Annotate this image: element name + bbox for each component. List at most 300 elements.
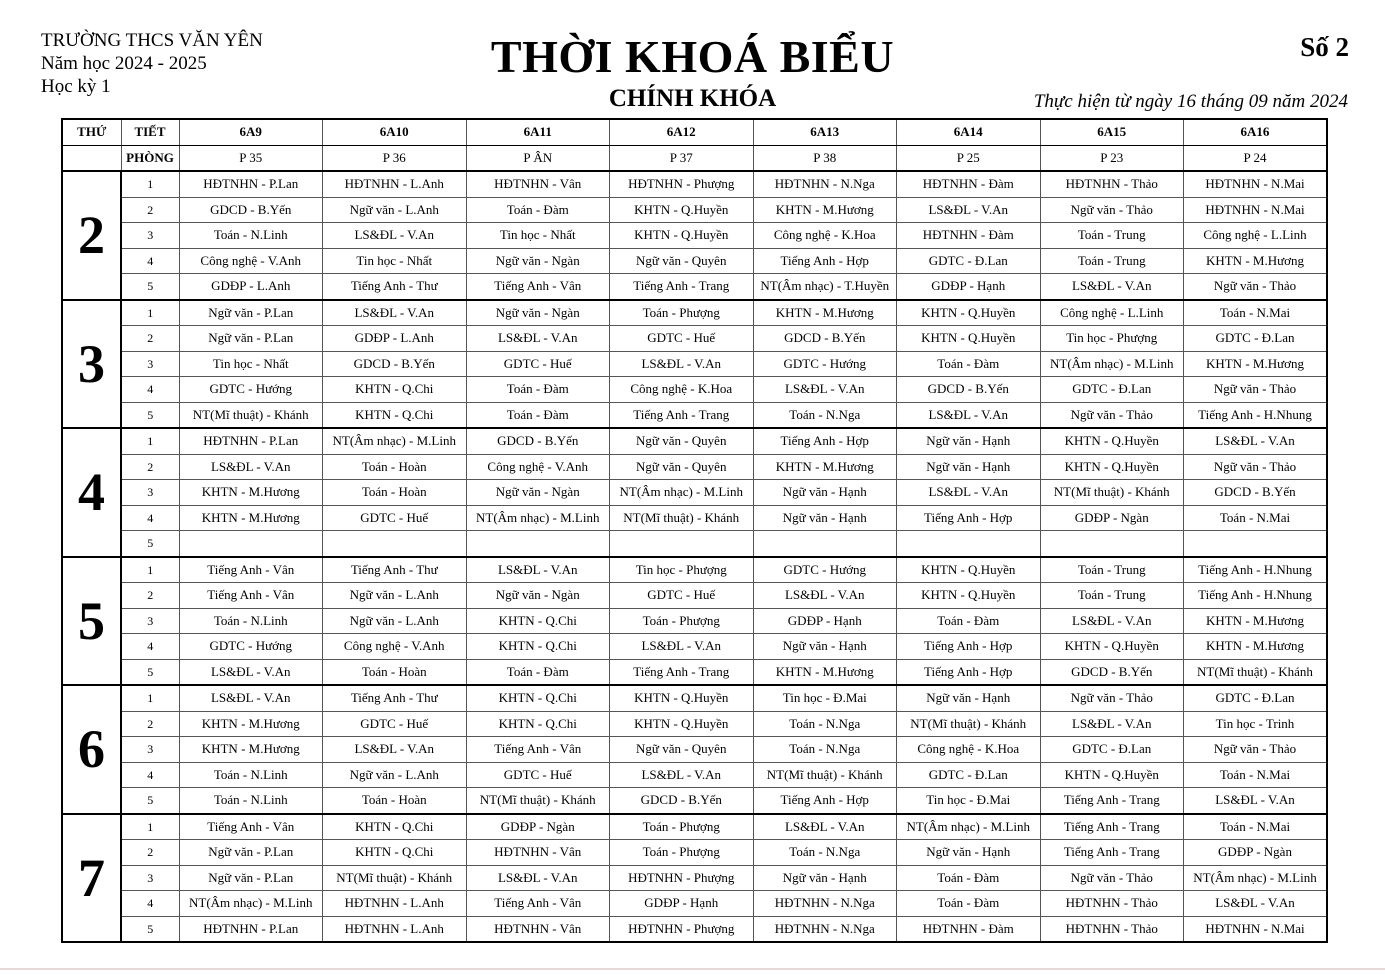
table-row xyxy=(62,557,1327,583)
lesson-cell: Ngữ văn - Thảo xyxy=(1040,865,1184,891)
lesson-cell: Toán - Đàm xyxy=(466,377,610,403)
lesson-cell: Ngữ văn - Thảo xyxy=(1040,402,1184,428)
lesson-cell: GDĐP - Ngàn xyxy=(1040,505,1184,531)
lesson-cell xyxy=(1184,531,1328,557)
lesson-cell: Tin học - Phượng xyxy=(1040,326,1184,352)
period-number: 1 xyxy=(121,814,179,840)
period-number: 4 xyxy=(121,377,179,403)
table-row xyxy=(62,480,1327,506)
lesson-cell: NT(Mĩ thuật) - Khánh xyxy=(1184,659,1328,685)
lesson-cell: LS&ĐL - V.An xyxy=(179,454,323,480)
lesson-cell: NT(Âm nhạc) - M.Linh xyxy=(323,428,467,454)
table-row xyxy=(62,916,1327,942)
header-row xyxy=(62,119,1327,145)
lesson-cell: LS&ĐL - V.An xyxy=(753,377,897,403)
room-cell: P ÂN xyxy=(466,145,610,171)
table-row xyxy=(62,248,1327,274)
lesson-cell: GDĐP - L.Anh xyxy=(323,326,467,352)
period-number: 3 xyxy=(121,608,179,634)
period-number: 3 xyxy=(121,737,179,763)
lesson-cell: NT(Âm nhạc) - M.Linh xyxy=(610,480,754,506)
lesson-cell: Ngữ văn - L.Anh xyxy=(323,762,467,788)
lesson-cell: GDTC - Đ.Lan xyxy=(1040,377,1184,403)
lesson-cell: GDCD - B.Yến xyxy=(466,428,610,454)
table-row xyxy=(62,840,1327,866)
lesson-cell: GDTC - Đ.Lan xyxy=(897,762,1041,788)
lesson-cell: GDĐP - Ngàn xyxy=(1184,840,1328,866)
lesson-cell: Tiếng Anh - H.Nhung xyxy=(1184,402,1328,428)
lesson-cell: Tiếng Anh - Thư xyxy=(323,274,467,300)
lesson-cell: LS&ĐL - V.An xyxy=(897,402,1041,428)
lesson-cell: HĐTNHN - N.Nga xyxy=(753,171,897,197)
lesson-cell: Tiếng Anh - Hợp xyxy=(753,788,897,814)
lesson-cell: Tiếng Anh - Thư xyxy=(323,685,467,711)
lesson-cell: KHTN - Q.Chi xyxy=(323,840,467,866)
lesson-cell: Ngữ văn - L.Anh xyxy=(323,583,467,609)
lesson-cell: HĐTNHN - P.Lan xyxy=(179,916,323,942)
period-number: 5 xyxy=(121,274,179,300)
lesson-cell: NT(Âm nhạc) - M.Linh xyxy=(179,891,323,917)
lesson-cell: KHTN - M.Hương xyxy=(753,454,897,480)
lesson-cell: LS&ĐL - V.An xyxy=(1184,428,1328,454)
lesson-cell: Ngữ văn - Quyên xyxy=(610,454,754,480)
lesson-cell: NT(Mĩ thuật) - Khánh xyxy=(897,711,1041,737)
lesson-cell: KHTN - M.Hương xyxy=(1184,248,1328,274)
lesson-cell: NT(Mĩ thuật) - Khánh xyxy=(1040,480,1184,506)
lesson-cell: KHTN - Q.Chi xyxy=(466,711,610,737)
lesson-cell: Toán - Trung xyxy=(1040,583,1184,609)
table-row xyxy=(62,737,1327,763)
lesson-cell: Công nghệ - V.Anh xyxy=(323,634,467,660)
lesson-cell: NT(Mĩ thuật) - Khánh xyxy=(179,402,323,428)
table-row xyxy=(62,197,1327,223)
lesson-cell: Toán - Phượng xyxy=(610,840,754,866)
period-number: 5 xyxy=(121,402,179,428)
class-header: 6A9 xyxy=(179,119,323,145)
table-row xyxy=(62,865,1327,891)
lesson-cell: LS&ĐL - V.An xyxy=(897,197,1041,223)
table-row xyxy=(62,659,1327,685)
lesson-cell: Toán - Đàm xyxy=(466,659,610,685)
period-number: 2 xyxy=(121,583,179,609)
table-row xyxy=(62,274,1327,300)
lesson-cell: Toán - N.Nga xyxy=(753,402,897,428)
period-number: 3 xyxy=(121,351,179,377)
period-number: 2 xyxy=(121,840,179,866)
lesson-cell: Ngữ văn - Thảo xyxy=(1184,737,1328,763)
lesson-cell: Ngữ văn - L.Anh xyxy=(323,608,467,634)
lesson-cell: GDCD - B.Yến xyxy=(897,377,1041,403)
lesson-cell: Tin học - Trinh xyxy=(1184,711,1328,737)
lesson-cell: Tin học - Đ.Mai xyxy=(753,685,897,711)
lesson-cell: Tiếng Anh - Hợp xyxy=(753,428,897,454)
period-number: 1 xyxy=(121,428,179,454)
lesson-cell: GDTC - Hướng xyxy=(753,557,897,583)
day-label: 5 xyxy=(62,557,121,686)
lesson-cell: Toán - Đàm xyxy=(897,865,1041,891)
class-header: 6A12 xyxy=(610,119,754,145)
lesson-cell: Toán - Trung xyxy=(1040,248,1184,274)
lesson-cell: KHTN - Q.Chi xyxy=(466,608,610,634)
room-row xyxy=(62,145,1327,171)
lesson-cell: HĐTNHN - P.Lan xyxy=(179,428,323,454)
lesson-cell: KHTN - Q.Huyền xyxy=(1040,454,1184,480)
lesson-cell: Toán - N.Linh xyxy=(179,608,323,634)
lesson-cell: Toán - N.Linh xyxy=(179,762,323,788)
lesson-cell: Ngữ văn - P.Lan xyxy=(179,865,323,891)
lesson-cell: Ngữ văn - Thảo xyxy=(1184,454,1328,480)
lesson-cell: Toán - Hoàn xyxy=(323,659,467,685)
lesson-cell: Công nghệ - L.Linh xyxy=(1184,223,1328,249)
lesson-cell: GDTC - Huế xyxy=(323,711,467,737)
lesson-cell: GDTC - Huế xyxy=(323,505,467,531)
lesson-cell: Ngữ văn - Thảo xyxy=(1040,685,1184,711)
lesson-cell: KHTN - Q.Chi xyxy=(323,377,467,403)
lesson-cell: Tiếng Anh - Trang xyxy=(610,659,754,685)
lesson-cell: KHTN - M.Hương xyxy=(179,480,323,506)
day-label: 6 xyxy=(62,685,121,814)
lesson-cell: LS&ĐL - V.An xyxy=(753,583,897,609)
lesson-cell: Ngữ văn - Thảo xyxy=(1040,197,1184,223)
lesson-cell: NT(Âm nhạc) - T.Huyền xyxy=(753,274,897,300)
page-bottom-divider xyxy=(0,968,1385,970)
lesson-cell: HĐTNHN - Thảo xyxy=(1040,916,1184,942)
lesson-cell: Công nghệ - K.Hoa xyxy=(897,737,1041,763)
lesson-cell: KHTN - M.Hương xyxy=(179,711,323,737)
room-cell: P 24 xyxy=(1184,145,1328,171)
lesson-cell: HĐTNHN - Thảo xyxy=(1040,891,1184,917)
lesson-cell: Công nghệ - V.Anh xyxy=(179,248,323,274)
class-header: 6A14 xyxy=(897,119,1041,145)
lesson-cell: Ngữ văn - Hạnh xyxy=(753,634,897,660)
lesson-cell: GDTC - Huế xyxy=(466,762,610,788)
period-number: 1 xyxy=(121,300,179,326)
lesson-cell: Toán - N.Mai xyxy=(1184,814,1328,840)
lesson-cell: NT(Âm nhạc) - M.Linh xyxy=(897,814,1041,840)
lesson-cell xyxy=(897,531,1041,557)
lesson-cell: Ngữ văn - Quyên xyxy=(610,737,754,763)
lesson-cell xyxy=(323,531,467,557)
day-label: 4 xyxy=(62,428,121,557)
lesson-cell: KHTN - Q.Huyền xyxy=(1040,634,1184,660)
lesson-cell: KHTN - M.Hương xyxy=(1184,351,1328,377)
school-year: Năm học 2024 - 2025 xyxy=(41,53,207,74)
table-row xyxy=(62,531,1327,557)
lesson-cell xyxy=(753,531,897,557)
lesson-cell: Ngữ văn - Hạnh xyxy=(753,865,897,891)
lesson-cell: Toán - Đàm xyxy=(466,402,610,428)
lesson-cell: Toán - Đàm xyxy=(897,608,1041,634)
period-number: 4 xyxy=(121,762,179,788)
room-cell: P 35 xyxy=(179,145,323,171)
table-row xyxy=(62,814,1327,840)
lesson-cell: HĐTNHN - L.Anh xyxy=(323,891,467,917)
lesson-cell: Công nghệ - K.Hoa xyxy=(753,223,897,249)
period-number: 5 xyxy=(121,788,179,814)
lesson-cell: NT(Mĩ thuật) - Khánh xyxy=(753,762,897,788)
lesson-cell: KHTN - Q.Chi xyxy=(466,685,610,711)
lesson-cell: KHTN - Q.Huyền xyxy=(610,711,754,737)
period-number: 2 xyxy=(121,454,179,480)
lesson-cell: NT(Mĩ thuật) - Khánh xyxy=(610,505,754,531)
lesson-cell: Toán - Phượng xyxy=(610,608,754,634)
lesson-cell: HĐTNHN - Vân xyxy=(466,840,610,866)
lesson-cell: Tiếng Anh - H.Nhung xyxy=(1184,557,1328,583)
lesson-cell: LS&ĐL - V.An xyxy=(1040,274,1184,300)
table-row xyxy=(62,608,1327,634)
lesson-cell: LS&ĐL - V.An xyxy=(610,634,754,660)
table-row xyxy=(62,505,1327,531)
page-subtitle: CHÍNH KHÓA xyxy=(608,85,777,112)
lesson-cell: HĐTNHN - Phượng xyxy=(610,865,754,891)
lesson-cell: GDTC - Huế xyxy=(466,351,610,377)
period-number: 1 xyxy=(121,685,179,711)
room-cell: P 38 xyxy=(753,145,897,171)
period-number: 5 xyxy=(121,531,179,557)
period-number: 5 xyxy=(121,659,179,685)
lesson-cell xyxy=(1040,531,1184,557)
lesson-cell: Ngữ văn - Ngàn xyxy=(466,480,610,506)
lesson-cell: GDĐP - L.Anh xyxy=(179,274,323,300)
lesson-cell: Tiếng Anh - Trang xyxy=(1040,788,1184,814)
class-header: 6A13 xyxy=(753,119,897,145)
lesson-cell: HĐTNHN - Vân xyxy=(466,916,610,942)
lesson-cell: Toán - N.Nga xyxy=(753,711,897,737)
lesson-cell: GDĐP - Ngàn xyxy=(466,814,610,840)
lesson-cell: Tiếng Anh - Trang xyxy=(1040,840,1184,866)
lesson-cell: GDCD - B.Yến xyxy=(1040,659,1184,685)
lesson-cell: KHTN - Q.Huyền xyxy=(1040,762,1184,788)
lesson-cell: KHTN - Q.Huyền xyxy=(610,223,754,249)
lesson-cell: Tiếng Anh - Trang xyxy=(1040,814,1184,840)
lesson-cell: KHTN - M.Hương xyxy=(1184,634,1328,660)
table-row xyxy=(62,788,1327,814)
lesson-cell: HĐTNHN - L.Anh xyxy=(323,171,467,197)
school-name: TRƯỜNG THCS VĂN YÊN xyxy=(41,30,263,51)
lesson-cell: GDTC - Hướng xyxy=(753,351,897,377)
lesson-cell: NT(Âm nhạc) - M.Linh xyxy=(1184,865,1328,891)
lesson-cell: Toán - N.Mai xyxy=(1184,300,1328,326)
lesson-cell: GDCD - B.Yến xyxy=(1184,480,1328,506)
lesson-cell: KHTN - Q.Huyền xyxy=(897,300,1041,326)
lesson-cell: Công nghệ - L.Linh xyxy=(1040,300,1184,326)
lesson-cell: Toán - Hoàn xyxy=(323,480,467,506)
table-row xyxy=(62,300,1327,326)
lesson-cell: Tiếng Anh - Trang xyxy=(610,274,754,300)
period-number: 2 xyxy=(121,326,179,352)
lesson-cell: Toán - Hoàn xyxy=(323,454,467,480)
lesson-cell: NT(Âm nhạc) - M.Linh xyxy=(466,505,610,531)
lesson-cell: LS&ĐL - V.An xyxy=(323,300,467,326)
lesson-cell: GDTC - Huế xyxy=(610,326,754,352)
lesson-cell: Tin học - Nhất xyxy=(179,351,323,377)
lesson-cell: Công nghệ - V.Anh xyxy=(466,454,610,480)
room-cell: P 37 xyxy=(610,145,754,171)
period-number: 4 xyxy=(121,891,179,917)
lesson-cell: Toán - Trung xyxy=(1040,223,1184,249)
day-label: 3 xyxy=(62,300,121,429)
lesson-cell: Toán - Hoàn xyxy=(323,788,467,814)
period-number: 4 xyxy=(121,634,179,660)
table-row xyxy=(62,685,1327,711)
lesson-cell: Toán - Phượng xyxy=(610,300,754,326)
lesson-cell: KHTN - Q.Huyền xyxy=(610,197,754,223)
lesson-cell: KHTN - Q.Huyền xyxy=(897,583,1041,609)
lesson-cell: Toán - N.Nga xyxy=(753,840,897,866)
lesson-cell: LS&ĐL - V.An xyxy=(610,351,754,377)
lesson-cell: Ngữ văn - Quyên xyxy=(610,428,754,454)
lesson-cell: KHTN - M.Hương xyxy=(753,300,897,326)
lesson-cell: LS&ĐL - V.An xyxy=(323,223,467,249)
lesson-cell: LS&ĐL - V.An xyxy=(466,326,610,352)
table-row xyxy=(62,171,1327,197)
table-row xyxy=(62,326,1327,352)
lesson-cell: HĐTNHN - Đàm xyxy=(897,916,1041,942)
room-label: PHÒNG xyxy=(121,145,179,171)
lesson-cell: GDTC - Hướng xyxy=(179,377,323,403)
lesson-cell: Tiếng Anh - Vân xyxy=(466,891,610,917)
lesson-cell: LS&ĐL - V.An xyxy=(897,480,1041,506)
table-row xyxy=(62,223,1327,249)
lesson-cell: Tin học - Phượng xyxy=(610,557,754,583)
room-cell: P 23 xyxy=(1040,145,1184,171)
table-row xyxy=(62,762,1327,788)
lesson-cell: KHTN - Q.Chi xyxy=(466,634,610,660)
lesson-cell: LS&ĐL - V.An xyxy=(610,762,754,788)
lesson-cell: GDTC - Hướng xyxy=(179,634,323,660)
lesson-cell: Tin học - Đ.Mai xyxy=(897,788,1041,814)
lesson-cell: Ngữ văn - Hạnh xyxy=(753,480,897,506)
lesson-cell: KHTN - M.Hương xyxy=(1184,608,1328,634)
class-header: 6A11 xyxy=(466,119,610,145)
lesson-cell: LS&ĐL - V.An xyxy=(753,814,897,840)
class-header: 6A16 xyxy=(1184,119,1328,145)
lesson-cell: LS&ĐL - V.An xyxy=(1040,608,1184,634)
lesson-cell: Tin học - Nhất xyxy=(323,248,467,274)
lesson-cell: Ngữ văn - Ngàn xyxy=(466,583,610,609)
period-number: 2 xyxy=(121,197,179,223)
lesson-cell: GDTC - Đ.Lan xyxy=(1184,326,1328,352)
lesson-cell: Toán - N.Linh xyxy=(179,788,323,814)
lesson-cell: GDCD - B.Yến xyxy=(323,351,467,377)
lesson-cell: Ngữ văn - Quyên xyxy=(610,248,754,274)
lesson-cell: HĐTNHN - N.Nga xyxy=(753,916,897,942)
lesson-cell: HĐTNHN - Phượng xyxy=(610,171,754,197)
lesson-cell: NT(Mĩ thuật) - Khánh xyxy=(323,865,467,891)
lesson-cell: GDTC - Đ.Lan xyxy=(1184,685,1328,711)
table-row xyxy=(62,891,1327,917)
lesson-cell xyxy=(610,531,754,557)
lesson-cell xyxy=(179,531,323,557)
lesson-cell: Ngữ văn - Hạnh xyxy=(897,685,1041,711)
lesson-cell: GDCD - B.Yến xyxy=(753,326,897,352)
lesson-cell: Tiếng Anh - Thư xyxy=(323,557,467,583)
lesson-cell: LS&ĐL - V.An xyxy=(1184,891,1328,917)
lesson-cell: HĐTNHN - N.Mai xyxy=(1184,197,1328,223)
semester: Học kỳ 1 xyxy=(41,76,111,97)
lesson-cell: KHTN - Q.Chi xyxy=(323,814,467,840)
period-number: 3 xyxy=(121,223,179,249)
lesson-cell: Ngữ văn - Ngàn xyxy=(466,248,610,274)
lesson-cell: LS&ĐL - V.An xyxy=(1184,788,1328,814)
lesson-cell: HĐTNHN - N.Mai xyxy=(1184,916,1328,942)
period-number: 5 xyxy=(121,916,179,942)
room-cell: P 36 xyxy=(323,145,467,171)
lesson-cell: LS&ĐL - V.An xyxy=(179,685,323,711)
lesson-cell: HĐTNHN - N.Nga xyxy=(753,891,897,917)
lesson-cell: LS&ĐL - V.An xyxy=(466,865,610,891)
lesson-cell: Tiếng Anh - Vân xyxy=(179,557,323,583)
lesson-cell: KHTN - Q.Huyền xyxy=(610,685,754,711)
lesson-cell: GDĐP - Hạnh xyxy=(897,274,1041,300)
lesson-cell: Tiếng Anh - Hợp xyxy=(897,659,1041,685)
lesson-cell: GDCD - B.Yến xyxy=(179,197,323,223)
lesson-cell: Ngữ văn - Thảo xyxy=(1184,274,1328,300)
lesson-cell: Tiếng Anh - H.Nhung xyxy=(1184,583,1328,609)
period-number: 1 xyxy=(121,557,179,583)
table-row xyxy=(62,428,1327,454)
period-number: 3 xyxy=(121,865,179,891)
lesson-cell: HĐTNHN - Thảo xyxy=(1040,171,1184,197)
period-number: 1 xyxy=(121,171,179,197)
table-row xyxy=(62,711,1327,737)
day-label: 2 xyxy=(62,171,121,300)
lesson-cell: HĐTNHN - Vân xyxy=(466,171,610,197)
period-number: 4 xyxy=(121,248,179,274)
table-row xyxy=(62,351,1327,377)
day-label: 7 xyxy=(62,814,121,943)
period-number: 3 xyxy=(121,480,179,506)
col-day-header: THỨ xyxy=(62,119,121,145)
lesson-cell: Ngữ văn - L.Anh xyxy=(323,197,467,223)
lesson-cell: Tin học - Nhất xyxy=(466,223,610,249)
lesson-cell: Tiếng Anh - Hợp xyxy=(897,505,1041,531)
lesson-cell: Ngữ văn - Hạnh xyxy=(897,454,1041,480)
lesson-cell: Tiếng Anh - Vân xyxy=(466,274,610,300)
lesson-cell: Công nghệ - K.Hoa xyxy=(610,377,754,403)
table-row xyxy=(62,634,1327,660)
lesson-cell: KHTN - Q.Huyền xyxy=(897,326,1041,352)
lesson-cell: KHTN - M.Hương xyxy=(179,505,323,531)
effective-date: Thực hiện từ ngày 16 tháng 09 năm 2024 xyxy=(1033,91,1348,112)
table-row xyxy=(62,402,1327,428)
table-row xyxy=(62,454,1327,480)
lesson-cell: Ngữ văn - P.Lan xyxy=(179,840,323,866)
table-row xyxy=(62,583,1327,609)
lesson-cell: GDCD - B.Yến xyxy=(610,788,754,814)
table-row xyxy=(62,377,1327,403)
lesson-cell: Ngữ văn - Ngàn xyxy=(466,300,610,326)
lesson-cell: Toán - N.Linh xyxy=(179,223,323,249)
document-number: Số 2 xyxy=(1300,32,1349,62)
lesson-cell: HĐTNHN - P.Lan xyxy=(179,171,323,197)
lesson-cell: Tiếng Anh - Trang xyxy=(610,402,754,428)
period-number: 2 xyxy=(121,711,179,737)
lesson-cell: LS&ĐL - V.An xyxy=(179,659,323,685)
lesson-cell: Ngữ văn - Hạnh xyxy=(897,840,1041,866)
lesson-cell: LS&ĐL - V.An xyxy=(1040,711,1184,737)
lesson-cell: Ngữ văn - Thảo xyxy=(1184,377,1328,403)
lesson-cell: Ngữ văn - P.Lan xyxy=(179,300,323,326)
page-title: THỜI KHOÁ BIỂU xyxy=(490,31,895,82)
lesson-cell: KHTN - Q.Huyền xyxy=(897,557,1041,583)
lesson-cell: Tiếng Anh - Vân xyxy=(179,814,323,840)
lesson-cell: HĐTNHN - N.Mai xyxy=(1184,171,1328,197)
lesson-cell: Tiếng Anh - Hợp xyxy=(897,634,1041,660)
lesson-cell: Toán - Đàm xyxy=(466,197,610,223)
lesson-cell: Toán - Đàm xyxy=(897,351,1041,377)
lesson-cell: Toán - N.Nga xyxy=(753,737,897,763)
